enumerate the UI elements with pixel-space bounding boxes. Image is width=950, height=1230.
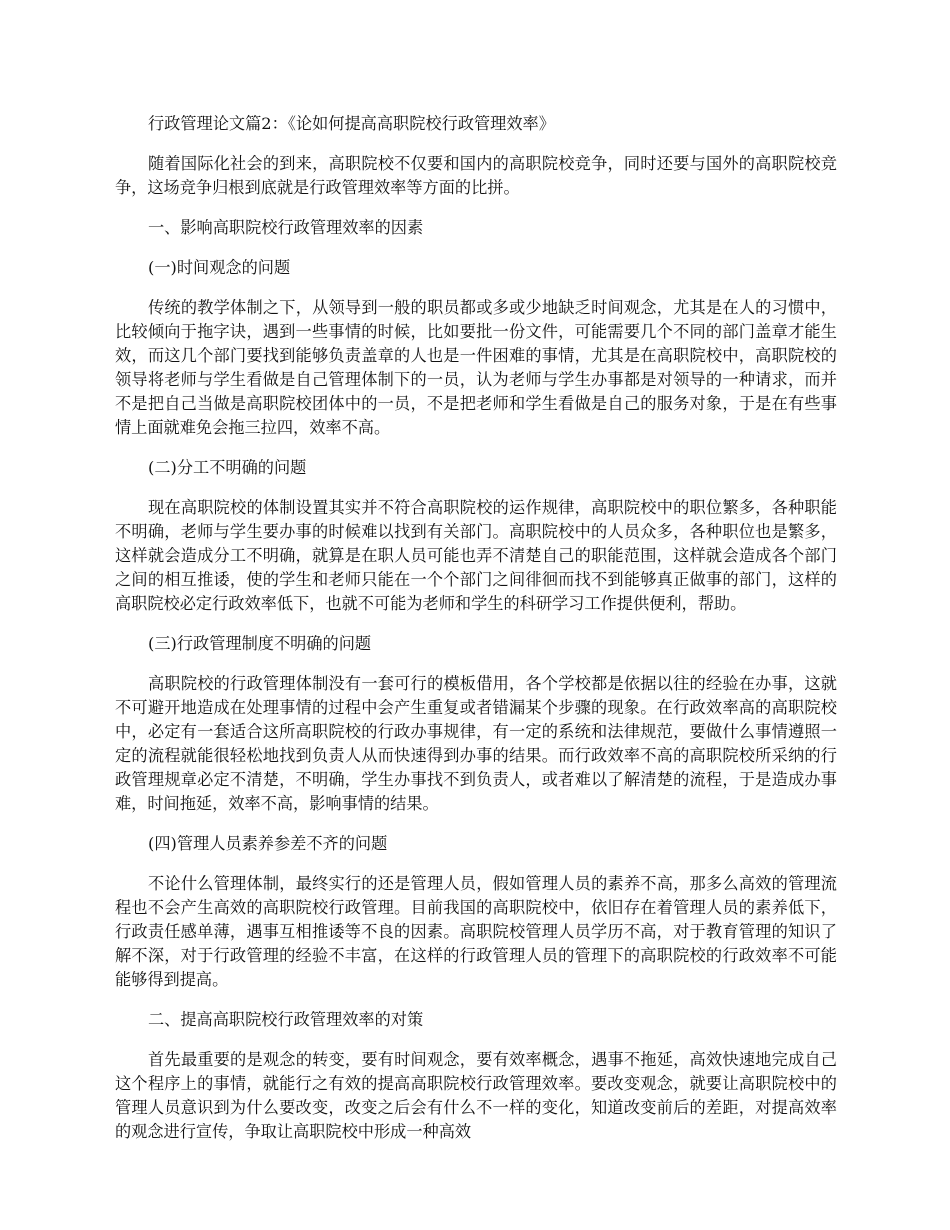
paragraph-management-system: 高职院校的行政管理体制没有一套可行的模板借用，各个学校都是依据以往的经验在办事，这就不可避开地造成在处理事情的过程中会产生重复或者错漏某个步骤的现象。在行政效率高的高职院校中，必定有一套适合这所高职院校的行政办事规律，有一定的系统和法律规范，要做什么事情遵照一定的流程就能很轻松地找到负责人从而快速得到办事的结果。而行政效率不高的高职院校所采纳的行政管理规章必定不清楚，不明确，学生办事找不到负责人，或者难以了解清楚的流程，于是造成办事难，时间拖延，效率不高，影响事情的结果。 [115,674,837,813]
article-title: 行政管理论文篇2：《论如何提高高职院校行政管理效率》 [148,114,555,133]
subsection-heading-4: (四)管理人员素养参差不齐的问题 [148,834,388,853]
subsection-heading-1: (一)时间观念的问题 [148,258,291,277]
paragraph-time-concept: 传统的教学体制之下，从领导到一般的职员都或多或少地缺乏时间观念，尤其是在人的习惯中，比较倾向于拖字诀，遇到一些事情的时候，比如要批一份文件，可能需要几个不同的部门盖章才能生效，而这几个部门要找到能够负责盖章的人也是一件困难的事情，尤其是在高职院校中，高职院校的领导将老师与学生看做是自己管理体制下的一员，认为老师与学生办事都是对领导的一种请求，而并不是把自己当做是高职院校团体中的一员，不是把老师和学生看做是自己的服务对象，于是在有些事情上面就难免会拖三拉四，效率不高。 [115,298,837,437]
section-heading-1: 一、影响高职院校行政管理效率的因素 [148,218,424,237]
paragraph-staff-quality: 不论什么管理体制，最终实行的还是管理人员，假如管理人员的素养不高，那多么高效的管理流程也不会产生高效的高职院校行政管理。目前我国的高职院校中，依旧存在着管理人员的素养低下，行政责任感单薄，遇事互相推诿等不良的因素。高职院校管理人员学历不高，对于教育管理的知识了解不深，对于行政管理的经验不丰富，在这样的行政管理人员的管理下的高职院校的行政效率不可能能够得到提高。 [115,874,837,989]
paragraph-concept-change: 首先最重要的是观念的转变，要有时间观念，要有效率概念，遇事不拖延，高效快速地完成自己这个程序上的事情，就能行之有效的提高高职院校行政管理效率。要改变观念，就要让高职院校中的管理人员意识到为什么要改变，改变之后会有什么不一样的变化，知道改变前后的差距，对提高效率的观念进行宣传，争取让高职院校中形成一种高效 [115,1050,837,1141]
intro-paragraph: 随着国际化社会的到来，高职院校不仅要和国内的高职院校竞争，同时还要与国外的高职院校竞争，这场竞争归根到底就是行政管理效率等方面的比拼。 [115,154,837,197]
section-heading-2: 二、提高高职院校行政管理效率的对策 [148,1010,424,1029]
subsection-heading-2: (二)分工不明确的问题 [148,458,307,477]
document-page [115,112,837,1160]
subsection-heading-3: (三)行政管理制度不明确的问题 [148,634,372,653]
paragraph-division-of-labor: 现在高职院校的体制设置其实并不符合高职院校的运作规律，高职院校中的职位繁多，各种职能不明确，老师与学生要办事的时候难以找到有关部门。高职院校中的人员众多，各种职位也是繁多，这样就会造成分工不明确，就算是在职人员可能也弄不清楚自己的职能范围，这样就会造成各个部门之间的相互推诿，使的学生和老师只能在一个个部门之间徘徊而找不到能够真正做事的部门，这样的高职院校必定行政效率低下，也就不可能为老师和学生的科研学习工作提供便利，帮助。 [115,498,837,613]
